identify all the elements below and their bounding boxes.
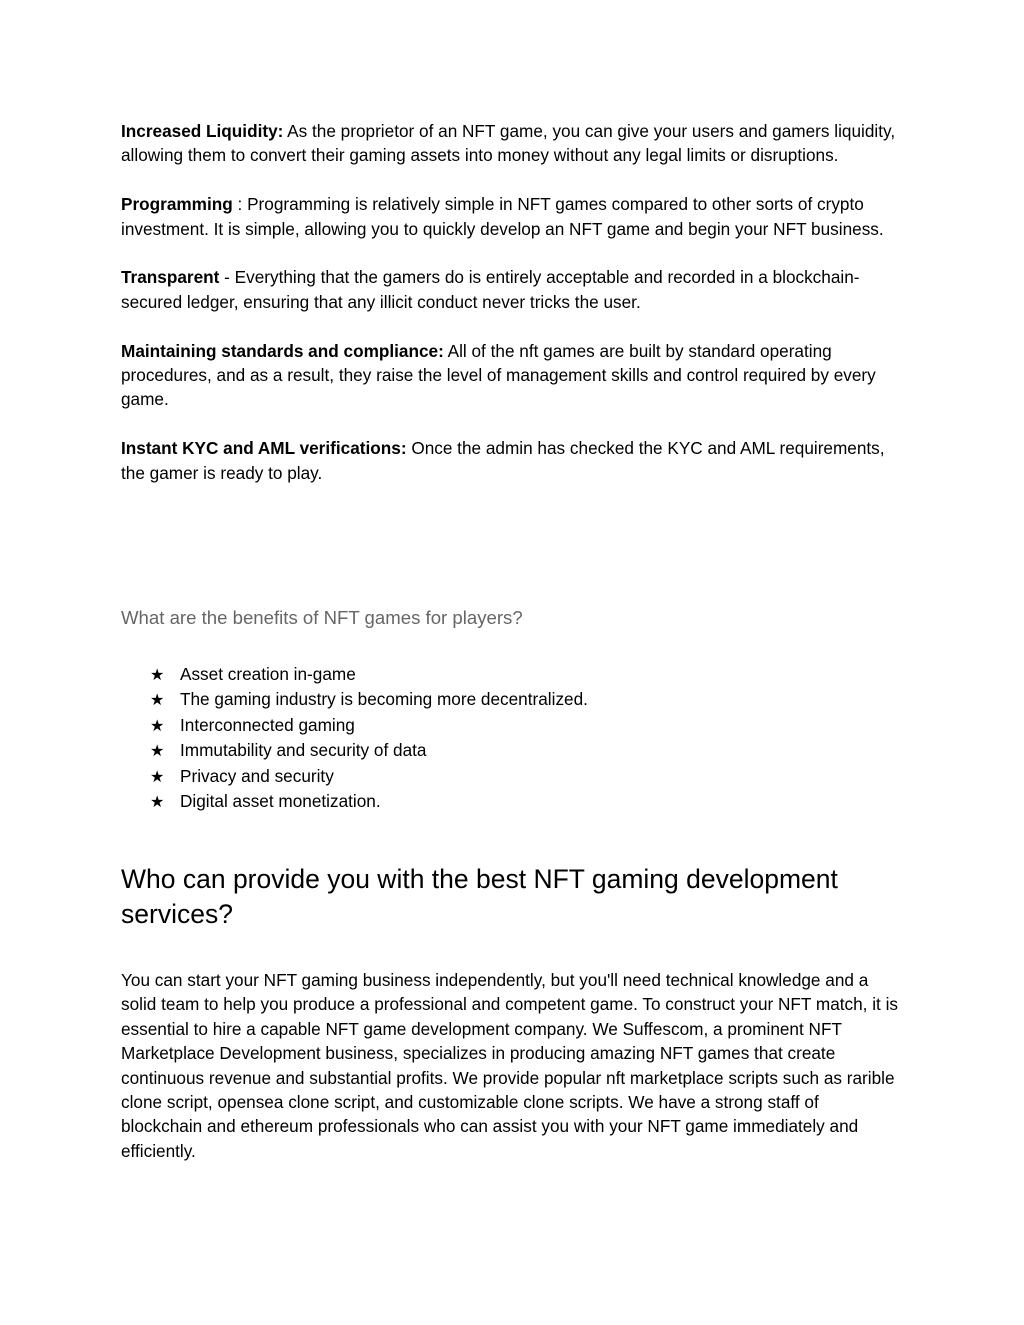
benefits-list	[150, 662, 588, 814]
list-item	[150, 713, 588, 738]
paragraph-increased-liquidity	[121, 119, 903, 168]
paragraph-kyc-aml	[121, 436, 903, 485]
list-item	[150, 687, 588, 712]
paragraph-label: Transparent	[121, 267, 220, 288]
list-item	[150, 662, 588, 687]
paragraph-transparent	[121, 265, 903, 314]
provider-heading: Who can provide you with the best NFT gaming development services?	[121, 864, 838, 929]
paragraph-text: All of the nft games are built by standard operating procedures, and as a result, they raise the level of management skills and control required by every game.	[121, 340, 876, 410]
paragraph-standards-compliance	[121, 339, 903, 412]
star-bullet-icon: ★	[150, 766, 165, 786]
list-item-text: Interconnected gaming	[180, 714, 355, 735]
paragraph-text: : Programming is relatively simple in NFT games compared to other sorts of crypto investment. It is simple, allowing you to quickly develop an NFT game and begin your NFT business.	[121, 194, 884, 239]
star-bullet-icon: ★	[150, 741, 165, 761]
paragraph-text: As the proprietor of an NFT game, you can give your users and gamers liquidity, allowing them to convert their gaming assets into money without any legal limits or disruptions.	[121, 121, 896, 166]
list-item	[150, 764, 588, 789]
paragraph-label: Programming	[121, 194, 233, 215]
paragraph-label: Increased Liquidity:	[121, 121, 284, 141]
star-bullet-icon: ★	[150, 715, 165, 735]
benefits-heading: What are the benefits of NFT games for players?	[121, 607, 523, 628]
paragraph-text: Once the admin has checked the KYC and AML requirements, the gamer is ready to play.	[121, 438, 885, 483]
list-item	[150, 789, 588, 814]
list-item-text: Immutability and security of data	[180, 740, 427, 761]
list-item-text: Asset creation in-game	[180, 664, 356, 684]
list-item	[150, 738, 588, 763]
list-item-text: The gaming industry is becoming more decentralized.	[180, 689, 588, 710]
document-page	[121, 119, 903, 509]
star-bullet-icon: ★	[150, 665, 165, 684]
provider-body: You can start your NFT gaming business independently, but you'll need technical knowledge and a solid team to help you produce a professional and competent game. To construct your NFT match, it is essential to hire a capable NFT game development company. We Suffescom, a prominent NFT Marketplace Development business, specializes in producing amazing NFT games that create continuous revenue and substantial profits. We provide popular nft marketplace scripts such as rarible clone script, opensea clone script, and customizable clone scripts. We have a strong staff of blockchain and ethereum professionals who can assist you with your NFT game immediately and efficiently.	[121, 970, 899, 1161]
star-bullet-icon: ★	[150, 690, 165, 710]
paragraph-text: - Everything that the gamers do is entirely acceptable and recorded in a blockchain-secured ledger, ensuring that any illicit conduct never tricks the user.	[121, 267, 860, 312]
paragraph-label: Instant KYC and AML verifications:	[121, 438, 407, 459]
star-bullet-icon: ★	[150, 792, 165, 812]
paragraph-label: Maintaining standards and compliance:	[121, 340, 444, 361]
paragraph-programming	[121, 192, 903, 241]
list-item-text: Digital asset monetization.	[180, 791, 381, 812]
list-item-text: Privacy and security	[180, 765, 334, 786]
